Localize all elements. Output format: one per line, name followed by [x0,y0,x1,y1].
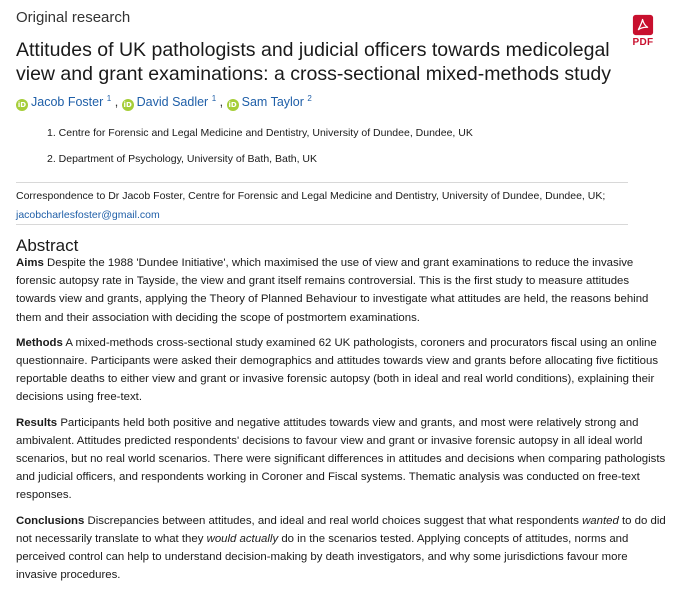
article-type: Original research [16,9,131,26]
author-name[interactable]: David Sadler [136,95,209,110]
correspondence [16,187,636,225]
orcid-icon[interactable]: iD [17,101,27,110]
conclusions-text: Discrepancies between attitudes, and ideal and real world choices suggest that what respondents [87,514,579,527]
results-text: Participants held both positive and negative attitudes towards view and grants, and most were relatively strong and ambivalent. Attitudes predicted respondents' decisions to favour view and grant or invasive forensic autopsy in all ideal world scenarios, but no real world scenarios. There were significant differences in attitudes and decisions when comparing pathologists and judicial officers, and respondents working in Coroner and Fiscal systems. Thematic analysis was conducted on free-text responses. [16,416,666,502]
abstract-results [16,414,666,505]
section-label-conclusions: Conclusions [16,514,85,527]
abstract-body [16,254,666,591]
abstract-conclusions [16,512,666,585]
conclusions-emphasis: would actually [206,532,279,545]
article-title: Attitudes of UK pathologists and judicial officers towards medicolegal view and grant examinations: a cross-sectional mixed-methods study [16,39,612,85]
author-separator: , [219,95,224,110]
abstract-heading: Abstract [16,236,79,255]
author-affiliation-ref: 2 [307,94,312,103]
divider [16,182,628,183]
pdf-label: PDF [632,37,654,48]
section-label-results: Results [16,416,58,429]
affiliation-item: 1. Centre for Forensic and Legal Medicine and Dentistry, University of Dundee, Dundee, UK [47,127,473,139]
author-list [16,94,312,111]
author-name[interactable]: Jacob Foster [31,95,104,110]
author-name[interactable]: Sam Taylor [241,95,304,110]
conclusions-emphasis: wanted [582,514,619,527]
affiliation-list [47,127,473,179]
orcid-icon[interactable]: iD [228,101,237,110]
affiliation-item: 2. Department of Psychology, University of Bath, Bath, UK [47,153,318,165]
conclusions-text: do in the scenarios tested. Applying concepts of attitudes, norms and perceived control can help to understand decision-making by death investigators, and why some jurisdictions favour more invasive procedures. [16,532,629,582]
orcid-icon[interactable]: iD [123,101,132,110]
section-label-aims: Aims [16,257,44,269]
abstract-aims [16,254,666,327]
correspondence-text: Correspondence to Dr Jacob Foster, Centre for Forensic and Legal Medicine and Dentistry, University of Dundee, Dundee, UK; [16,190,606,202]
conclusions-text: to do did not necessarily translate to what they [16,514,666,545]
aims-text: Despite the 1988 'Dundee Initiative', which maximised the use of view and grant examinations to reduce the invasive forensic autopsy rate in Tayside, the view and grant itself remains controversial. This is the first study to measure attitudes towards view and grants, applying the Theory of Planned Behaviour to investigate what attitudes are held, the reasons behind them and their association with deciding the scope of postmortem examinations. [16,257,649,324]
author-link[interactable] [16,95,111,109]
author-affiliation-ref: 1 [211,94,217,103]
divider [16,224,628,225]
correspondence-email-link[interactable]: jacobcharlesfoster@gmail.com [16,209,160,221]
section-label-methods: Methods [16,336,63,349]
pdf-icon [628,14,658,36]
methods-text: A mixed-methods cross-sectional study examined 62 UK pathologists, coroners and procurators fiscal using an online questionnaire. Participants were asked their demographics and attitudes towards view and grants before allocating five fictitious reportable deaths to either view and grant or invasive forensic autopsy (both in ideal and real world conditions), explaining their decisions using free-text. [16,336,659,404]
author-separator: , [114,95,119,110]
abstract-methods [16,334,666,407]
author-link[interactable] [227,95,312,109]
pdf-download-link[interactable] [628,14,658,48]
author-link[interactable] [122,95,217,109]
author-affiliation-ref: 1 [106,94,112,103]
